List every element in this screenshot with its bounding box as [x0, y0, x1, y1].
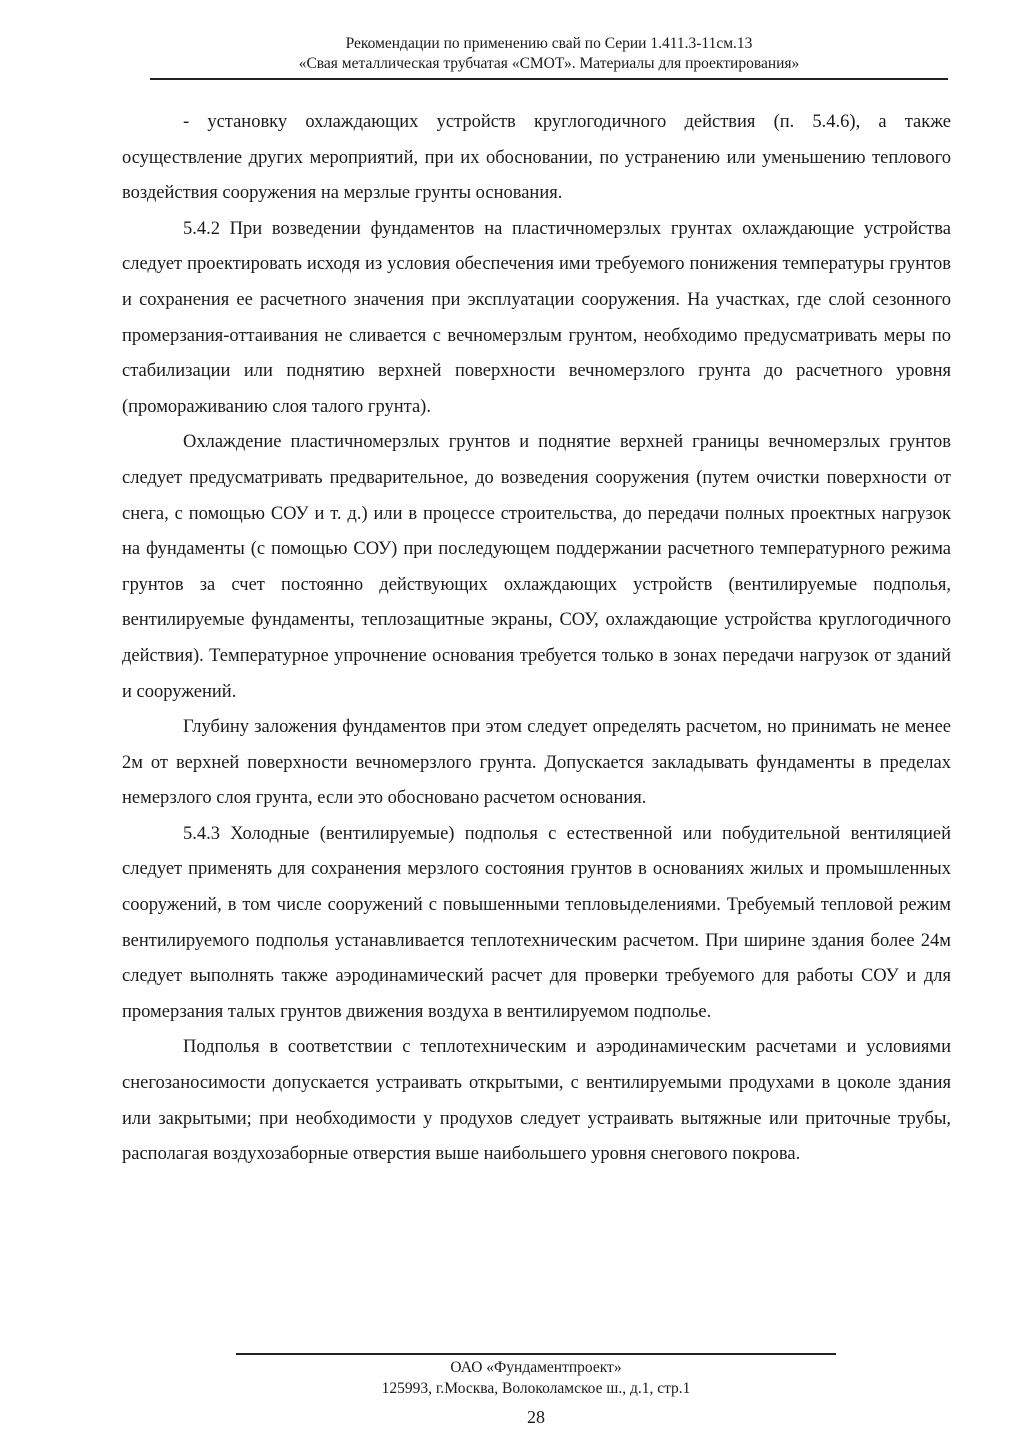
paragraph-foundation-depth: Глубину заложения фундаментов при этом следует определять расчетом, но принимать не менее 2м от верхней поверхности вечномерзлого грунта. Допускается закладывать фундаменты в пределах немерзлого слоя грунта, если это обосновано расчетом основания.: [122, 717, 951, 809]
paragraph-subfloor-ventilation: Подполья в соответствии с теплотехническим и аэродинамическим расчетами и условиями снегозаносимости допускается устраивать открытыми, с вентилируемыми продухами в цоколе здания или закрытыми; при необходимости у продухов следует устраивать вытяжные или приточные трубы, располагая воздухозаборные отверстия выше наибольшего уровня снегового покрова.: [122, 1037, 951, 1165]
header-title-line-1: Рекомендации по применению свай по Серии 1.411.3-11см.13: [345, 35, 753, 52]
page-header: [150, 34, 948, 74]
document-body: [122, 105, 951, 1173]
paragraph-soil-cooling: Охлаждение пластичномерзлых грунтов и поднятие верхней границы вечномерзлых грунтов следует предусматривать предварительное, до возведения сооружения (путем очистки поверхности от снега, с помощью СОУ и т. д.) или в процессе строительства, до передачи полных проектных нагрузок на фундаменты (с помощью СОУ) при последующем поддержании расчетного температурного режима грунтов за счет постоянно действующих охлаждающих устройств (вентилируемые подполья, вентилируемые фундаменты, теплозащитные экраны, СОУ, охлаждающие устройства круглогодичного действия). Температурное упрочнение основания требуется только в зонах передачи нагрузок от зданий и сооружений.: [122, 432, 951, 702]
header-divider: [150, 78, 948, 80]
paragraph-5-4-3: 5.4.3 Холодные (вентилируемые) подполья с естественной или побудительной вентиляцией следует применять для сохранения мерзлого состояния грунтов в основаниях жилых и промышленных сооружений, в том числе сооружений с повышенными тепловыделениями. Требуемый тепловой режим вентилируемого подполья устанавливается теплотехническим расчетом. При ширине здания более 24м следует выполнять также аэродинамический расчет для проверки требуемого для работы СОУ и для промерзания талых грунтов движения воздуха в вентилируемом подполье.: [122, 823, 951, 1022]
page-footer: [236, 1357, 836, 1399]
footer-address: 125993, г.Москва, Волоколамское ш., д.1, стр.1: [381, 1380, 691, 1397]
footer-organization: ОАО «Фундаментпроект»: [450, 1359, 622, 1376]
page-number: 28: [527, 1407, 545, 1427]
footer-divider: [236, 1353, 836, 1355]
paragraph-5-4-2: 5.4.2 При возведении фундаментов на пластичномерзлых грунтах охлаждающие устройства следует проектировать исходя из условия обеспечения ими требуемого понижения температуры грунтов и сохранения ее расчетного значения при эксплуатации сооружения. На участках, где слой сезонного промерзания-оттаивания не сливается с вечномерзлым грунтом, необходимо предусматривать меры по стабилизации или поднятию верхней поверхности вечномерзлого грунта до расчетного уровня (промораживанию слоя талого грунта).: [122, 218, 951, 417]
paragraph-cooling-devices-item: - установку охлаждающих устройств круглогодичного действия (п. 5.4.6), а также осуществление других мероприятий, при их обосновании, по устранению или уменьшению теплового воздействия сооружения на мерзлые грунты основания.: [122, 112, 951, 204]
header-title-line-2: «Свая металлическая трубчатая «СМОТ». Материалы для проектирования»: [298, 55, 800, 72]
